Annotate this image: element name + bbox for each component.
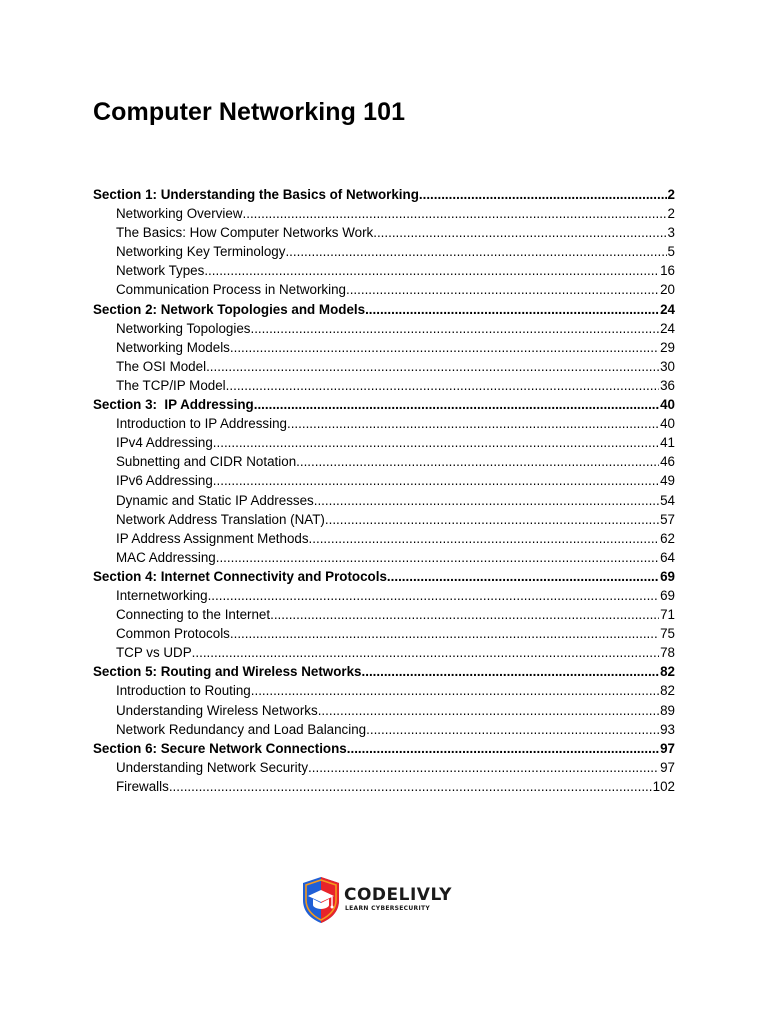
toc-entry-label: Section 4: Internet Connectivity and Protocols xyxy=(93,568,387,584)
toc-dot-leader xyxy=(216,548,659,567)
toc-entry-label: Communication Process in Networking xyxy=(116,282,346,298)
toc-page-number: 40 xyxy=(660,397,675,413)
toc-subsection-entry[interactable] xyxy=(93,605,675,624)
toc-dot-leader xyxy=(314,491,659,510)
toc-page-number: 2 xyxy=(667,187,675,202)
toc-dot-leader xyxy=(230,338,659,357)
toc-entry-label: Networking Models xyxy=(116,339,230,355)
toc-dot-leader xyxy=(169,777,652,796)
toc-entry-label: The OSI Model xyxy=(116,358,207,374)
toc-subsection-entry[interactable] xyxy=(93,777,675,796)
logo-tagline: LEARN CYBERSECURITY xyxy=(345,905,431,912)
table-of-contents xyxy=(93,185,675,796)
toc-subsection-entry[interactable] xyxy=(93,376,675,395)
toc-page-number: 24 xyxy=(660,301,675,317)
toc-page-number: 49 xyxy=(660,473,675,489)
toc-subsection-entry[interactable] xyxy=(93,452,675,471)
toc-dot-leader xyxy=(251,681,659,700)
toc-entry-label: Networking Key Terminology xyxy=(116,244,286,260)
toc-subsection-entry[interactable] xyxy=(93,261,675,280)
toc-entry-label: Section 6: Secure Network Connections xyxy=(93,740,347,756)
toc-entry-label: Networking Overview xyxy=(116,206,243,222)
toc-dot-leader xyxy=(204,261,659,280)
toc-entry-label: IPv4 Addressing xyxy=(116,435,213,451)
toc-page-number: 62 xyxy=(660,530,675,546)
toc-subsection-entry[interactable] xyxy=(93,357,675,376)
toc-entry-label: IP Address Assignment Methods xyxy=(116,530,309,546)
toc-entry-label: TCP vs UDP xyxy=(116,645,192,661)
toc-dot-leader xyxy=(308,758,659,777)
toc-subsection-entry[interactable] xyxy=(93,491,675,510)
toc-dot-leader xyxy=(419,185,667,204)
toc-page-number: 36 xyxy=(660,377,675,393)
toc-subsection-entry[interactable] xyxy=(93,242,675,261)
toc-page-number: 69 xyxy=(660,568,675,584)
toc-page-number: 97 xyxy=(660,759,675,775)
toc-page-number: 24 xyxy=(660,320,675,336)
toc-page-number: 57 xyxy=(660,511,675,527)
toc-entry-label: Understanding Network Security xyxy=(116,759,309,775)
toc-subsection-entry[interactable] xyxy=(93,510,675,529)
toc-entry-label: Network Address Translation (NAT) xyxy=(116,511,325,527)
toc-entry-label: Network Redundancy and Load Balancing xyxy=(116,721,367,737)
toc-dot-leader xyxy=(365,300,659,319)
toc-dot-leader xyxy=(387,567,659,586)
toc-dot-leader xyxy=(226,376,659,395)
toc-dot-leader xyxy=(254,395,659,414)
toc-entry-label: Common Protocols xyxy=(116,626,230,642)
toc-dot-leader xyxy=(230,624,659,643)
toc-page-number: 3 xyxy=(667,225,675,241)
toc-subsection-entry[interactable] xyxy=(93,586,675,605)
toc-entry-label: Section 1: Understanding the Basics of Networking xyxy=(93,187,419,202)
toc-page-number: 54 xyxy=(660,492,675,508)
toc-dot-leader xyxy=(208,586,660,605)
toc-dot-leader xyxy=(192,643,659,662)
toc-page-number: 41 xyxy=(660,435,675,451)
toc-dot-leader xyxy=(285,242,666,261)
toc-dot-leader xyxy=(373,223,666,242)
toc-section-entry[interactable] xyxy=(93,567,675,586)
toc-section-entry[interactable] xyxy=(93,739,675,758)
toc-dot-leader xyxy=(287,414,659,433)
toc-entry-label: The Basics: How Computer Networks Work xyxy=(116,225,374,241)
toc-dot-leader xyxy=(243,204,667,223)
toc-subsection-entry[interactable] xyxy=(93,624,675,643)
toc-page-number: 69 xyxy=(660,587,675,603)
page-title: Computer Networking 101 xyxy=(93,98,406,126)
toc-dot-leader xyxy=(309,529,660,548)
toc-dot-leader xyxy=(318,701,659,720)
toc-page-number: 2 xyxy=(667,206,675,222)
toc-entry-label: Network Types xyxy=(116,263,205,279)
toc-page-number: 89 xyxy=(660,702,675,718)
toc-entry-label: Introduction to Routing xyxy=(116,683,251,699)
toc-subsection-entry[interactable] xyxy=(93,319,675,338)
toc-dot-leader xyxy=(366,720,659,739)
toc-subsection-entry[interactable] xyxy=(93,433,675,452)
toc-entry-label: The TCP/IP Model xyxy=(116,377,226,393)
toc-page-number: 93 xyxy=(660,721,675,737)
toc-entry-label: MAC Addressing xyxy=(116,549,216,565)
toc-page-number: 97 xyxy=(660,740,675,756)
toc-entry-label: Dynamic and Static IP Addresses xyxy=(116,492,314,508)
toc-page-number: 102 xyxy=(652,778,675,794)
toc-subsection-entry[interactable] xyxy=(93,548,675,567)
codelivly-logo xyxy=(301,876,452,924)
logo-brand-name: CODELIVLY xyxy=(344,885,452,905)
toc-page-number: 5 xyxy=(667,244,675,260)
toc-dot-leader xyxy=(213,433,659,452)
toc-entry-label: Section 5: Routing and Wireless Networks xyxy=(93,664,362,680)
toc-page-number: 16 xyxy=(660,263,675,279)
toc-entry-label: Connecting to the Internet xyxy=(116,607,271,623)
toc-subsection-entry[interactable] xyxy=(93,223,675,242)
toc-subsection-entry[interactable] xyxy=(93,280,675,299)
toc-dot-leader xyxy=(347,739,659,758)
toc-dot-leader xyxy=(362,662,660,681)
toc-dot-leader xyxy=(213,471,659,490)
toc-page-number: 82 xyxy=(660,683,675,699)
toc-page-number: 71 xyxy=(660,607,675,623)
toc-subsection-entry[interactable] xyxy=(93,720,675,739)
toc-entry-label: Introduction to IP Addressing xyxy=(116,416,287,432)
toc-entry-label: Section 3: IP Addressing xyxy=(93,397,254,413)
toc-page-number: 64 xyxy=(660,549,675,565)
toc-subsection-entry[interactable] xyxy=(93,338,675,357)
toc-page-number: 78 xyxy=(660,645,675,661)
toc-entry-label: Networking Topologies xyxy=(116,320,251,336)
toc-entry-label: IPv6 Addressing xyxy=(116,473,213,489)
toc-entry-label: Understanding Wireless Networks xyxy=(116,702,318,718)
toc-entry-label: Subnetting and CIDR Notation xyxy=(116,454,297,470)
toc-dot-leader xyxy=(206,357,659,376)
toc-section-entry[interactable] xyxy=(93,395,675,414)
toc-subsection-entry[interactable] xyxy=(93,471,675,490)
toc-page-number: 29 xyxy=(660,339,675,355)
toc-section-entry[interactable] xyxy=(93,662,675,681)
toc-page-number: 75 xyxy=(660,626,675,642)
toc-section-entry[interactable] xyxy=(93,185,675,204)
toc-dot-leader xyxy=(270,605,659,624)
toc-page-number: 46 xyxy=(660,454,675,470)
toc-subsection-entry[interactable] xyxy=(93,758,675,777)
toc-dot-leader xyxy=(250,319,659,338)
toc-subsection-entry[interactable] xyxy=(93,681,675,700)
toc-dot-leader xyxy=(346,280,659,299)
toc-page-number: 30 xyxy=(660,358,675,374)
toc-subsection-entry[interactable] xyxy=(93,204,675,223)
toc-entry-label: Section 2: Network Topologies and Models xyxy=(93,301,366,317)
toc-subsection-entry[interactable] xyxy=(93,529,675,548)
toc-entry-label: Firewalls xyxy=(116,778,169,794)
toc-page-number: 40 xyxy=(660,416,675,432)
shield-graduation-cap-icon xyxy=(301,876,341,924)
toc-dot-leader xyxy=(296,452,659,471)
toc-dot-leader xyxy=(325,510,659,529)
toc-page-number: 82 xyxy=(660,664,675,680)
toc-section-entry[interactable] xyxy=(93,300,675,319)
toc-subsection-entry[interactable] xyxy=(93,414,675,433)
toc-page-number: 20 xyxy=(660,282,675,298)
toc-entry-label: Internetworking xyxy=(116,587,208,603)
toc-subsection-entry[interactable] xyxy=(93,643,675,662)
toc-subsection-entry[interactable] xyxy=(93,701,675,720)
